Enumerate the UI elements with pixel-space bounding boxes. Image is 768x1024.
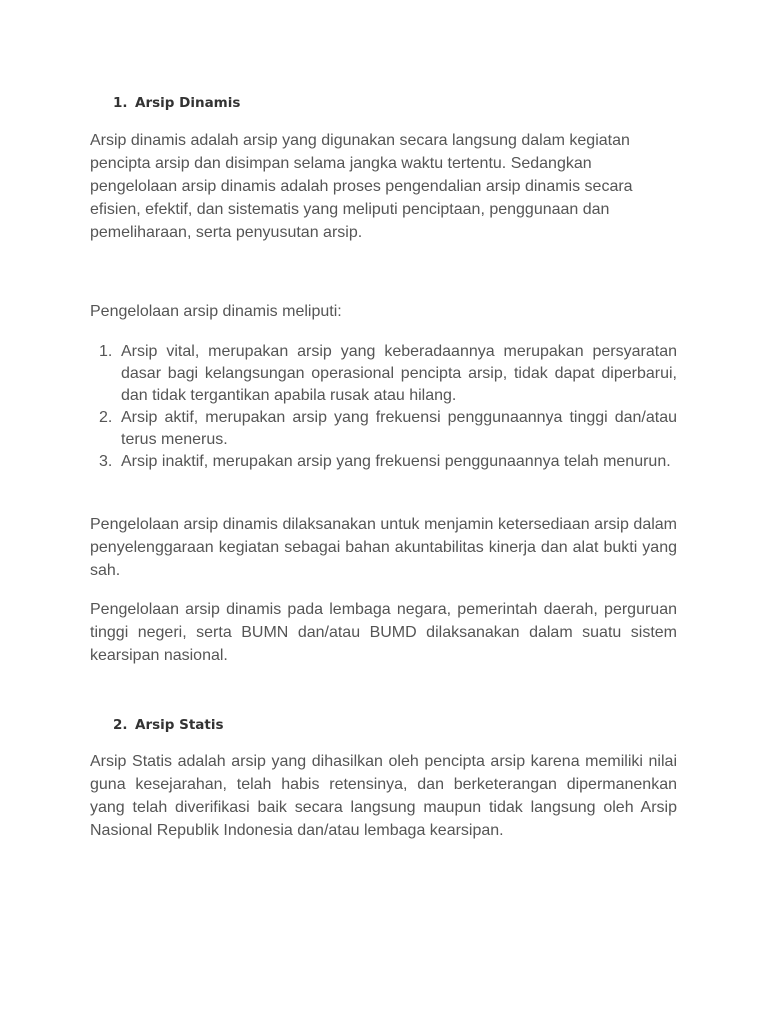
section-number: 1. <box>113 95 128 111</box>
list-item <box>90 407 677 451</box>
list-item-number: 2. <box>99 409 113 426</box>
numbered-list <box>90 341 677 473</box>
section-title: Arsip Statis <box>135 717 224 733</box>
list-item-text: Arsip aktif, merupakan arsip yang frekuensi penggunaannya tinggi dan/atau terus menerus. <box>121 409 677 448</box>
section-heading-arsip-dinamis <box>113 95 240 111</box>
paragraph-list-intro: Pengelolaan arsip dinamis meliputi: <box>90 303 342 320</box>
paragraph-purpose: Pengelolaan arsip dinamis dilaksanakan untuk menjamin ketersediaan arsip dalam penyelenggaraan kegiatan sebagai bahan akuntabilitas kinerja dan alat bukti yang sah. <box>90 516 677 579</box>
list-item <box>90 451 677 473</box>
section-title: Arsip Dinamis <box>135 95 241 111</box>
list-item-number: 1. <box>99 343 113 360</box>
list-item-number: 3. <box>99 453 113 470</box>
list-item <box>90 341 677 407</box>
section-number: 2. <box>113 717 128 733</box>
section-heading-arsip-statis <box>113 717 224 733</box>
list-item-text: Arsip inaktif, merupakan arsip yang frekuensi penggunaannya telah menurun. <box>121 453 671 470</box>
paragraph-definition-statis: Arsip Statis adalah arsip yang dihasilkan oleh pencipta arsip karena memiliki nilai guna kesejarahan, telah habis retensinya, dan berketerangan dipermanenkan yang telah diverifikasi baik secara langsung maupun tidak langsung oleh Arsip Nasional Republik Indonesia dan/atau lembaga kearsipan. <box>90 753 677 839</box>
list-item-text: Arsip vital, merupakan arsip yang keberadaannya merupakan persyaratan dasar bagi kelangsungan operasional pencipta arsip, tidak dapat diperbarui, dan tidak tergantikan apabila rusak atau hilang. <box>121 343 677 404</box>
paragraph-definition-dinamis: Arsip dinamis adalah arsip yang digunakan secara langsung dalam kegiatan pencipta arsip dan disimpan selama jangka waktu tertentu. Sedangkan pengelolaan arsip dinamis adalah proses pengendalian arsip dinamis secara efisien, efektif, dan sistematis yang meliputi penciptaan, penggunaan dan pemeliharaan, serta penyusutan arsip. <box>90 132 633 241</box>
paragraph-national-system: Pengelolaan arsip dinamis pada lembaga negara, pemerintah daerah, perguruan tinggi negeri, serta BUMN dan/atau BUMD dilaksanakan dalam suatu sistem kearsipan nasional. <box>90 601 677 664</box>
